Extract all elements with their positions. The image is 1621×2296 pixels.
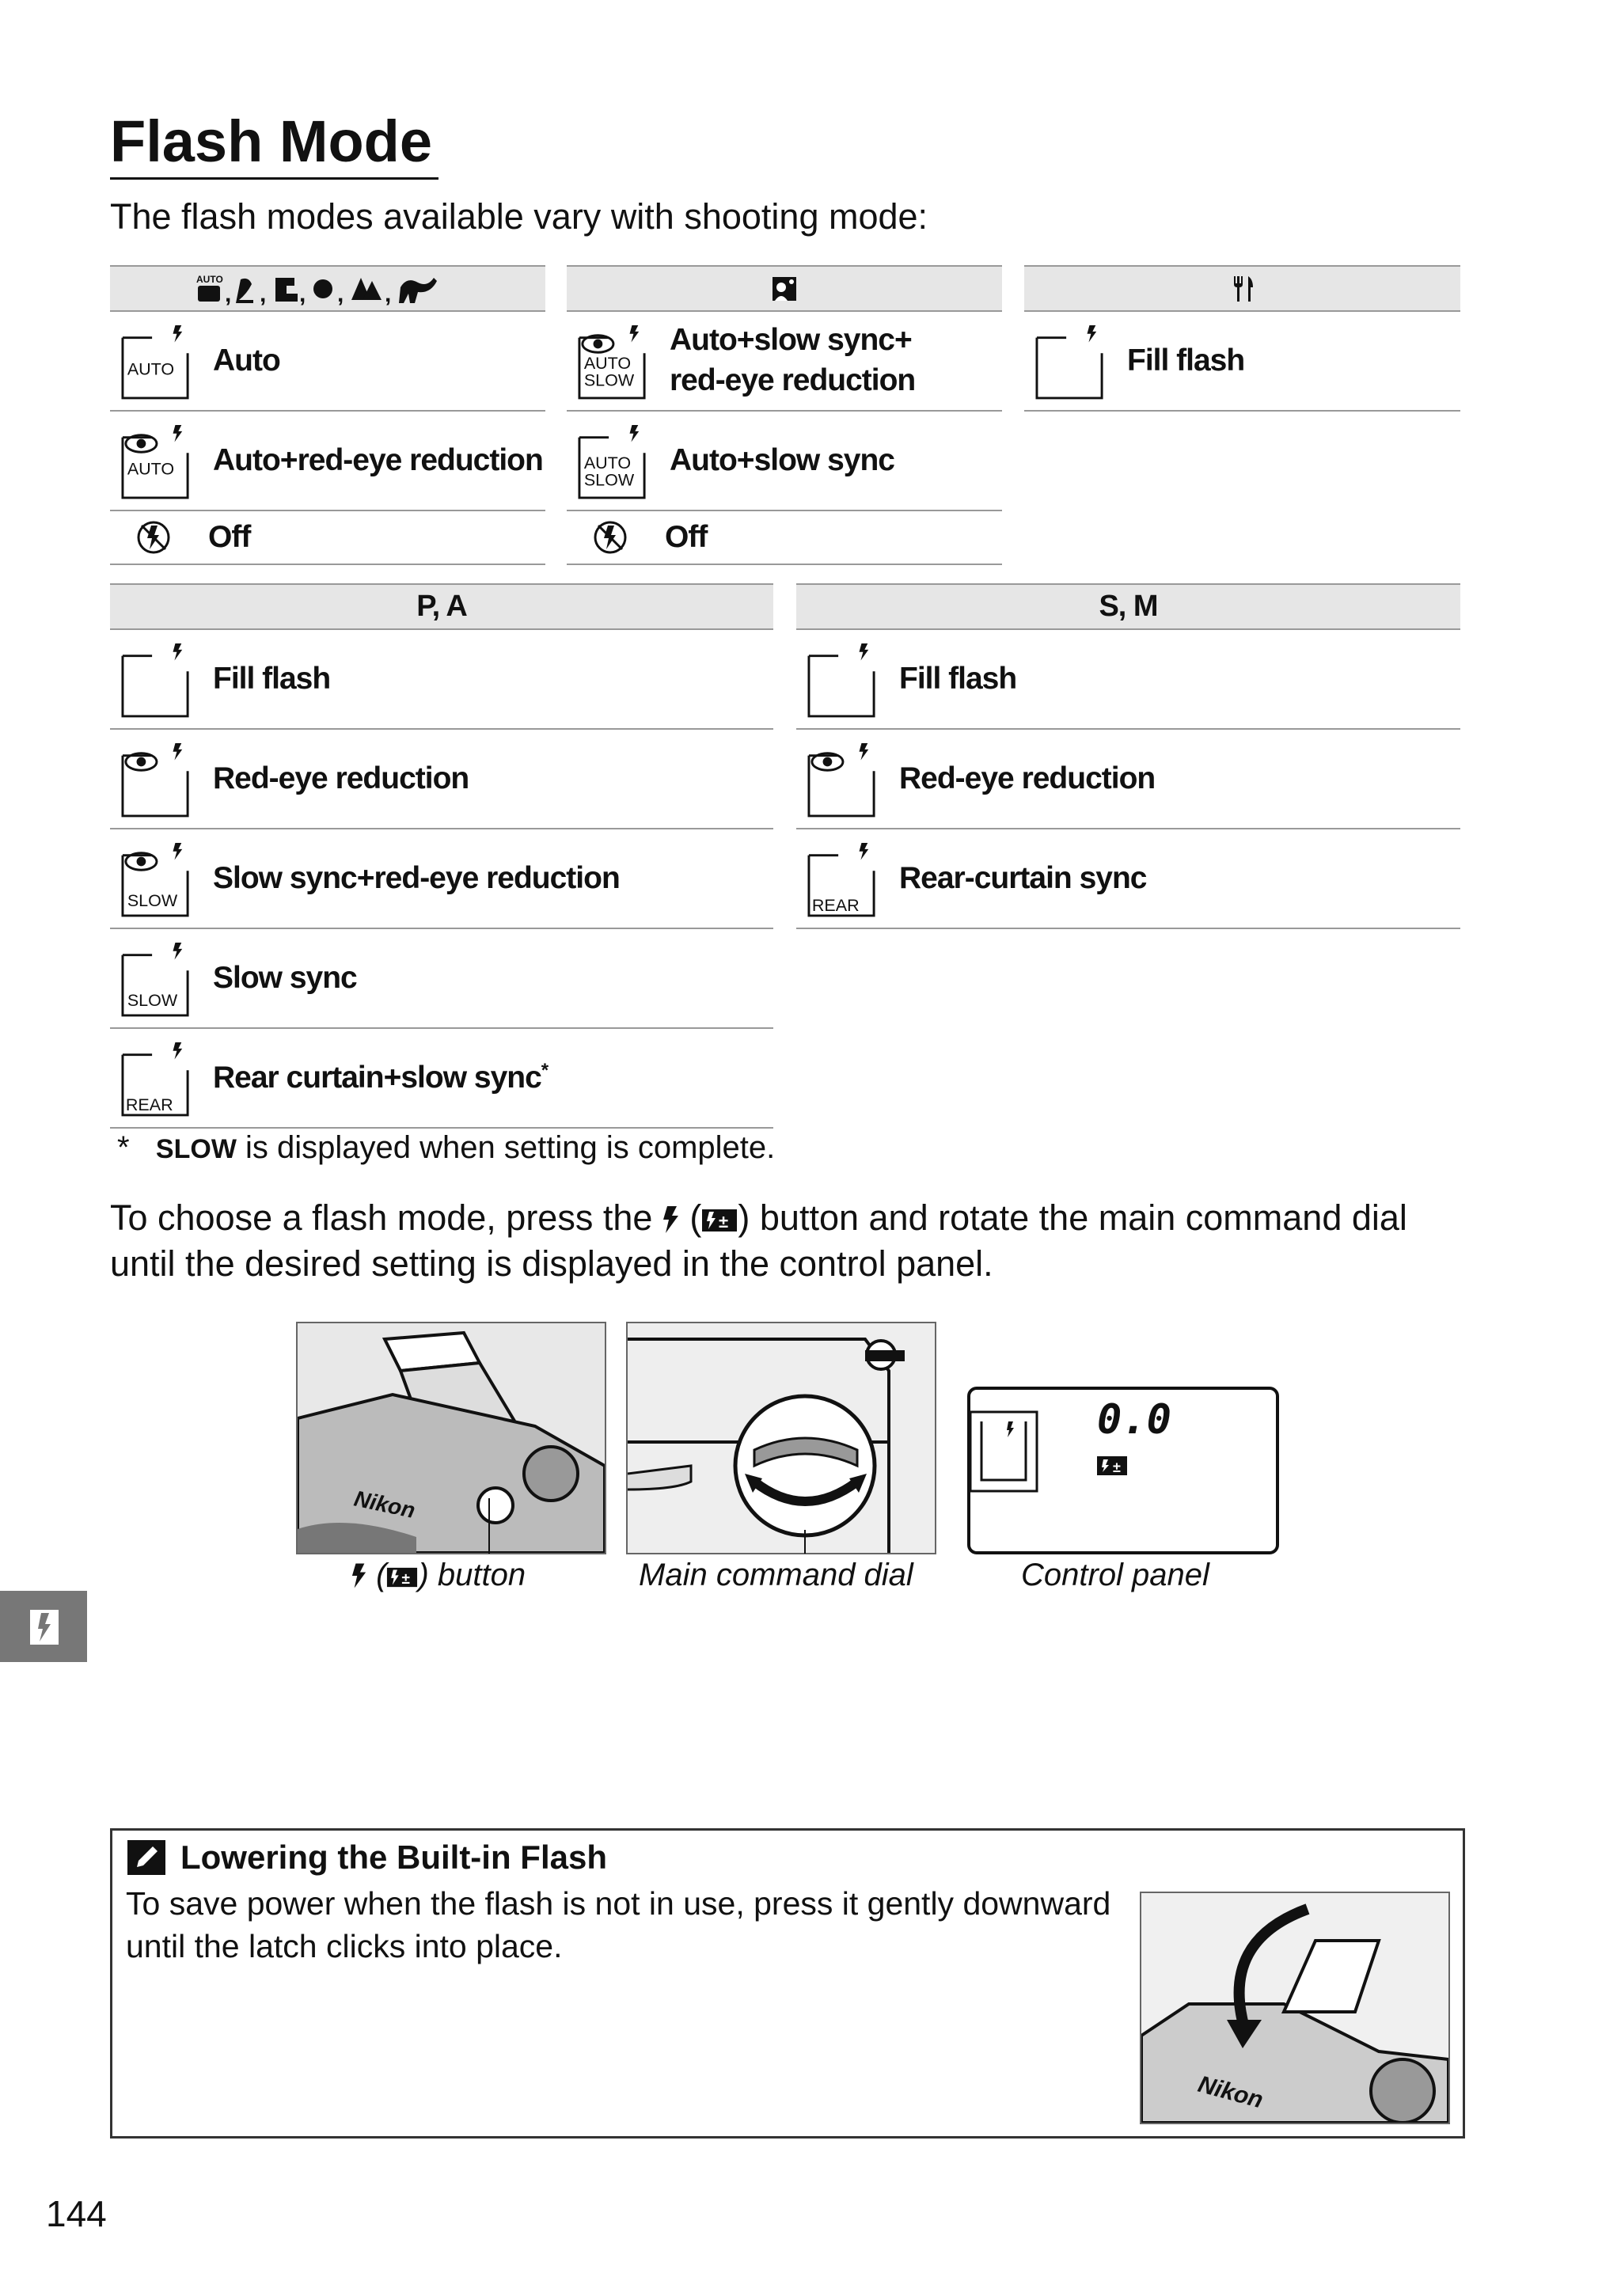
lcd-value: 0.0 [1097,1396,1171,1444]
svg-text:AUTO: AUTO [127,359,175,379]
camera-illustration [298,1323,605,1553]
flash-auto-slow-red-eye-icon [578,321,647,400]
table-row [110,829,773,929]
section-tab [0,1591,87,1662]
table-auto-modes [110,265,545,565]
caption-paren: ( [376,1558,387,1592]
table-row [110,511,545,565]
mode-label: Auto+red-eye reduction [213,442,543,477]
flash-compensation-icon [386,1567,418,1588]
footnote-bold: SLOW [155,1134,237,1164]
note-figure [1140,1892,1450,2124]
table-night-portrait [567,265,1002,565]
header-label: P, A [416,590,467,623]
flash-auto-icon [121,321,191,400]
intro-text: The flash modes available vary with shooting mode: [110,196,928,237]
para-text-c: ) button and rotate the main command dial [738,1197,1407,1238]
mode-label-line1: Auto+slow sync+ [670,323,912,358]
table-row [110,312,545,412]
mode-label: Red-eye reduction [213,761,469,795]
leader-line [804,1530,806,1554]
night-portrait-icon [771,275,798,302]
scene-mode-icons [193,271,462,306]
mode-label: Fill flash [899,661,1017,696]
svg-text:,: , [299,280,306,306]
flash-slow-red-eye-icon [121,839,191,918]
table-row [1024,312,1460,412]
flash-off-icon [592,519,628,556]
table-header-night-portrait [567,265,1002,312]
mode-label: Fill flash [1127,343,1245,378]
svg-text:REAR: REAR [811,896,860,916]
flash-fill-icon [807,639,877,719]
caption-control-panel: Control panel [1021,1558,1209,1592]
flash-bolt-icon [662,1206,680,1233]
svg-text:,: , [225,280,232,306]
table-row [567,412,1002,511]
svg-text:AUTO: AUTO [196,273,223,285]
svg-text:±: ± [719,1212,729,1231]
svg-text:±: ± [1113,1459,1121,1475]
mode-label-text: Rear curtain+slow sync [213,1060,541,1095]
figure-command-dial [626,1322,936,1554]
flash-rear-curtain-icon [807,839,877,918]
instruction-paragraph [110,1195,1535,1286]
svg-text:SLOW: SLOW [127,891,178,911]
camera-brand: Nikon [1195,2070,1266,2114]
caption-text: ) button [418,1558,526,1592]
table-row [567,312,1002,412]
flash-red-eye-icon [121,739,191,818]
mode-label [670,321,915,400]
mode-label: Fill flash [213,661,331,696]
flash-slow-sync-icon [121,939,191,1018]
table-row [110,630,773,730]
mode-label-line2: red-eye reduction [670,363,916,397]
svg-text:AUTO: AUTO [583,453,632,472]
header-label: S, M [1099,590,1158,623]
table-food [1024,265,1460,412]
camera-brand: Nikon [351,1486,418,1524]
figure-control-panel [967,1387,1279,1554]
svg-text:,: , [337,280,344,306]
note-title: Lowering the Built-in Flash [180,1839,607,1876]
flash-fill-icon [1035,321,1105,400]
mode-label: Off [208,519,251,554]
caption-command-dial: Main command dial [639,1558,913,1592]
flash-auto-red-eye-icon [121,421,191,500]
title-underline [110,177,438,180]
svg-text:AUTO: AUTO [127,459,175,479]
table-header-food [1024,265,1460,312]
table-header-scene-icons [110,265,545,312]
table-s-m [796,583,1460,929]
flash-fill-icon [121,639,191,719]
svg-text:AUTO: AUTO [583,353,632,373]
flash-off-icon [135,519,172,556]
flash-auto-slow-icon [578,421,647,500]
table-row [110,929,773,1029]
para-text-a: To choose a flash mode, press the [110,1197,662,1238]
mode-label: Red-eye reduction [899,761,1156,795]
mode-label: Slow sync [213,960,357,995]
svg-text:SLOW: SLOW [583,370,635,390]
para-text-line2: until the desired setting is displayed in the control panel. [110,1243,993,1284]
footnote-mark: * [541,1059,549,1081]
note-body: To save power when the flash is not in use, press it gently downward until the latch clicks into place. [126,1885,1111,1965]
flash-compensation-icon [701,1209,738,1232]
figure-flash-button [296,1322,606,1554]
lowering-flash-illustration [1141,1893,1448,2123]
food-mode-icon [1231,275,1255,303]
flash-bolt-icon [351,1563,367,1588]
table-row [796,730,1460,829]
table-header-p-a [110,583,773,630]
mode-label: Rear-curtain sync [899,860,1147,895]
mode-label: Off [665,519,708,554]
table-row [567,511,1002,565]
mode-label: Auto [213,343,280,378]
svg-text:±: ± [401,1570,411,1588]
table-row [110,1029,773,1129]
command-dial-illustration [628,1323,935,1553]
footnote [117,1130,775,1166]
footnote-mark: * [117,1130,130,1165]
table-row [796,630,1460,730]
mode-label: Slow sync+red-eye reduction [213,860,620,895]
table-row [110,730,773,829]
svg-text:SLOW: SLOW [583,470,635,490]
leader-line [488,1498,490,1554]
table-row [796,829,1460,929]
svg-text:SLOW: SLOW [127,991,178,1011]
svg-text:,: , [260,280,267,306]
footnote-text: is displayed when setting is complete. [236,1130,776,1165]
page-number: 144 [46,2193,107,2234]
page-title: Flash Mode [110,108,433,174]
svg-text:REAR: REAR [125,1095,173,1115]
table-row [110,412,545,511]
flash-rear-slow-icon [121,1038,191,1118]
mode-label [213,1058,548,1099]
caption-flash-button [351,1558,526,1593]
flash-section-icon [0,1591,87,1662]
pencil-note-icon [127,1840,165,1875]
mode-label: Auto+slow sync [670,442,894,477]
table-p-a [110,583,773,1129]
table-header-s-m [796,583,1460,630]
para-text-b: ( [679,1197,702,1238]
svg-text:,: , [385,280,392,306]
flash-red-eye-icon [807,739,877,818]
